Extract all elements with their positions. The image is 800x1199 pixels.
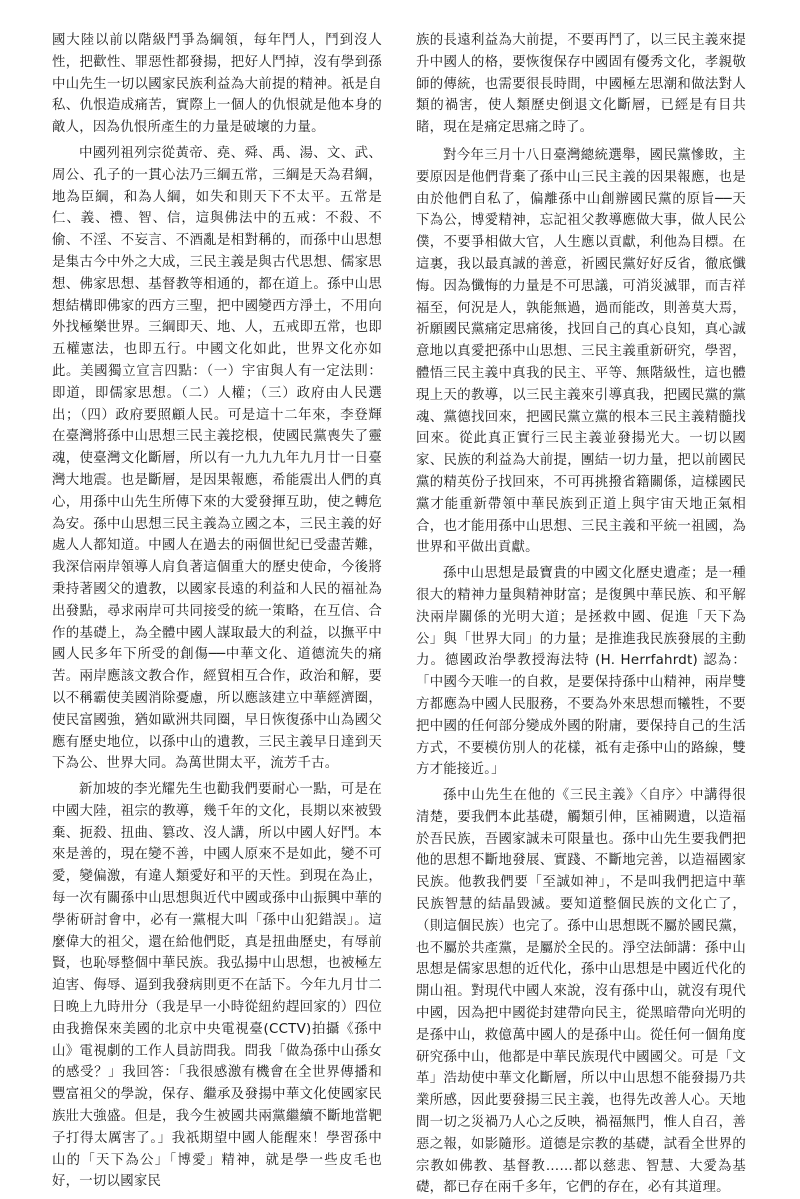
paragraph: 國大陸以前以階級鬥爭為綱領，每年鬥人，鬥到沒人性，把歡性、罪惡性都發揚，把好人鬥掉，沒有學到孫中山先生一切以國家民族利益為大前提的精神。祇是自私、仇恨造成痛苦，實際上一個人的仇恨就是他本身的敵人，因為仇恨所產生的力量是破壞的力量。 bbox=[52, 33, 382, 136]
paragraph: 新加坡的李光耀先生也勸我們要耐心一點，可是在中國大陸，祖宗的教導，幾千年的文化，長期以來被毀棄、扼殺、扭曲、篡改、沒人講，所以中國人好鬥。本來是善的，現在變不善，中國人原來不是如此，變不可愛，變偏激，有違人類愛好和平的天性。到現在為止，每一次有關孫中山思想與近代中國或孫中山振興中華的學術研討會中，必有一黨棍大叫「孫中山犯錯誤」。這麼偉大的祖父，還在給他們貶，真是扭曲歷史，有辱前賢，也恥辱整個中華民族。我弘揚中山思想，也被極左迫害、侮辱、逼到我發病則更不在話下。今年九月廿二日晚上九時卅分（我是早一小時從紐約趕回家的）四位由我擔保來美國的北京中央電視臺(CCTV)拍攝《孫中山》電視劇的工作人員訪問我。問我「做為孫中山孫女的感受？」我回答：「我很感激有機會在全世界傳播和豐富祖父的學說，保存、繼承及發揚中華文化使國家民族壯大強盛。但是，我今生被國共兩黨繼續不斷地當靶子打得太厲害了。」我祇期望中國人能醒來！學習孫中山的「天下為公」「博愛」精神，就是學一些皮毛也好，一切以國家民 bbox=[52, 782, 382, 1190]
paragraph: 中國列祖列宗從黃帝、堯、舜、禹、湯、文、武、周公、孔子的一貫心法乃三綱五常，三綱是天為君綱，地為臣綱，和為人綱，如失和則天下不太平。五常是仁、義、禮、智、信，這與佛法中的五戒：不殺、不偷、不淫、不妄言、不酒亂是相對稱的，而孫中山思想是集古今中外之大成，三民主義是與古代思想、儒家思想、佛家思想、基督教等相通的，都在道上。孫中山思想結構即佛家的西方三聖，把中國變西方淨土，不用向外找極樂世界。三綱即天、地、人，五戒即五常，也即五權憲法，也即五行。中國文化如此，世界文化亦如此。美國獨立宣言四點：（一）宇宙與人有一定法則：即道，即儒家思想。（二）人權；（三）政府由人民選出；（四）政府要照顧人民。可是這十二年來，李登輝在臺灣將孫中山思想三民主義挖根，使國民黨喪失了靈魂，使臺灣文化斷層，所以有一九九九年九月廿一日臺灣大地震。也是斷層，是因果報應，希能震出人們的真心，用孫中山先生所傳下來的大愛發揮互助，使之轉危為安。孫中山思想三民主義為立國之本，三民主義的好處人人都知道。中國人在過去的兩個世紀已受盡苦難，我深信兩岸領導人肩負著這個重大的歷史使命，今後將秉持著國父的遺教，以國家長遠的利益和人民的福祉為出發點，尋求兩岸可共同接受的統一策略，在互信、合作的基礎上，為全體中國人謀取最大的利益，以撫平中國人民多年下所受的創傷──中華文化、道德流失的痛苦。兩岸應該文教合作，經貿相互合作，政治和解，要以不稱霸使美國消除憂慮，所以應該建立中華經濟圈，使民富國強，猶如歐洲共同圈，早日恢復孫中山為國父應有歷史地位，以孫中山的遺教，三民主義早日達到天下為公、世界大同。為萬世開太平，流芳千古。 bbox=[52, 145, 382, 772]
paragraph: 族的長遠利益為大前提，不要再鬥了，以三民主義來提升中國人的格，要恢復保存中國固有優秀文化，孝親敬師的傳統，也需要很長時間，中國極左思潮和做法對人類的禍害，使人類歷史倒退文化斷層，已經是有目共睹，現在是痛定思痛之時了。 bbox=[416, 33, 746, 136]
right-column bbox=[416, 30, 746, 1196]
paragraph: 對今年三月十八日臺灣總統選舉，國民黨慘敗，主要原因是他們背棄了孫中山三民主義的因果報應，也是由於他們自私了，偏離孫中山創辦國民黨的原旨──天下為公，博愛精神，忘記祖父教導應做大事，做人民公僕，不要爭相做大官，人生應以貢獻，利他為目標。在這裏，我以最真誠的善意，祈國民黨好好反省，徹底懺悔。因為懺悔的力量是不可思議，可消災滅罪，而吉祥福至，何況是人，孰能無過，過而能改，則善莫大焉，祈願國民黨痛定思痛後，找回自己的真心良知，真心誠意地以真愛把孫中山思想、三民主義重新研究，學習，體悟三民主義中真我的民主、平等、無階級性，這也體現上天的教導，以三民主義來引導真我，把國民黨的黨魂、黨德找回來，把國民黨立黨的根本三民主義精髓找回來。從此真正實行三民主義並發揚光大。一切以國家、民族的利益為大前提，團結一切力量，把以前國民黨的精英份子找回來，不可再挑撥省籍關係，這樣國民黨才能重新帶領中華民族到正道上與宇宙天地正氣相合，也才能用孫中山思想、三民主義和平統一祖國，為世界和平做出貢獻。 bbox=[416, 147, 746, 556]
left-column bbox=[52, 30, 382, 1190]
paragraph: 孫中山先生在他的《三民主義》〈自序〉中講得很清楚，要我們本此基礎，觸類引伸，匡補闕遺，以造福於吾民族，吾國家誠未可限量也。孫中山先生要我們把他的思想不斷地發展、實踐、不斷地完善，以造福國家民族。他教我們要「至誠如神」，不是叫我們把這中華民族智慧的結晶毀滅。要知道整個民族的文化亡了，（則這個民族）也完了。孫中山思想既不屬於國民黨，也不屬於共產黨，是屬於全民的。淨空法師講：孫中山思想是儒家思想的近代化，孫中山思想是中國近代化的開山祖。對現代中國人來說，沒有孫中山，就沒有現代中國，因為把中國從封建帶向民主，從黑暗帶向光明的是孫中山，救億萬中國人的是孫中山。從任何一個角度研究孫中山，他都是中華民族現代中國國父。可是「文革」浩劫使中華文化斷層，所以中山思想不能發揚乃共業所感，因此要發揚三民主義，也得先改善人心。天地間一切之災禍乃人心之反映，禍福無門，惟人自召，善惡之報，如影隨形。道德是宗教的基礎，試看全世界的宗教如佛教、基督教……都以慈悲、智慧、大愛為基礎，都已存在兩千多年，它們的存在，必有其道理。 bbox=[416, 788, 746, 1196]
paragraph: 孫中山思想是最寶貴的中國文化歷史遺產；是一種很大的精神力量與精神財富；是復興中華民族、和平解決兩岸關係的光明大道；是拯救中國、促進「天下為公」與「世界大同」的力量；是推進我民族發展的主動力。德國政治學教授海法特 (H. Herrfahrdt) 認為：「中國今天唯一的自救，是要保持孫中山精神，兩岸雙方都應為中國人民服務，不要為外來思想而犧牲，不要把中國的任何部分變成外國的附庸，要保持自己的生活方式，不要模仿別人的花樣，祗有走孫中山的路線，雙方才能接近。」 bbox=[416, 566, 746, 778]
